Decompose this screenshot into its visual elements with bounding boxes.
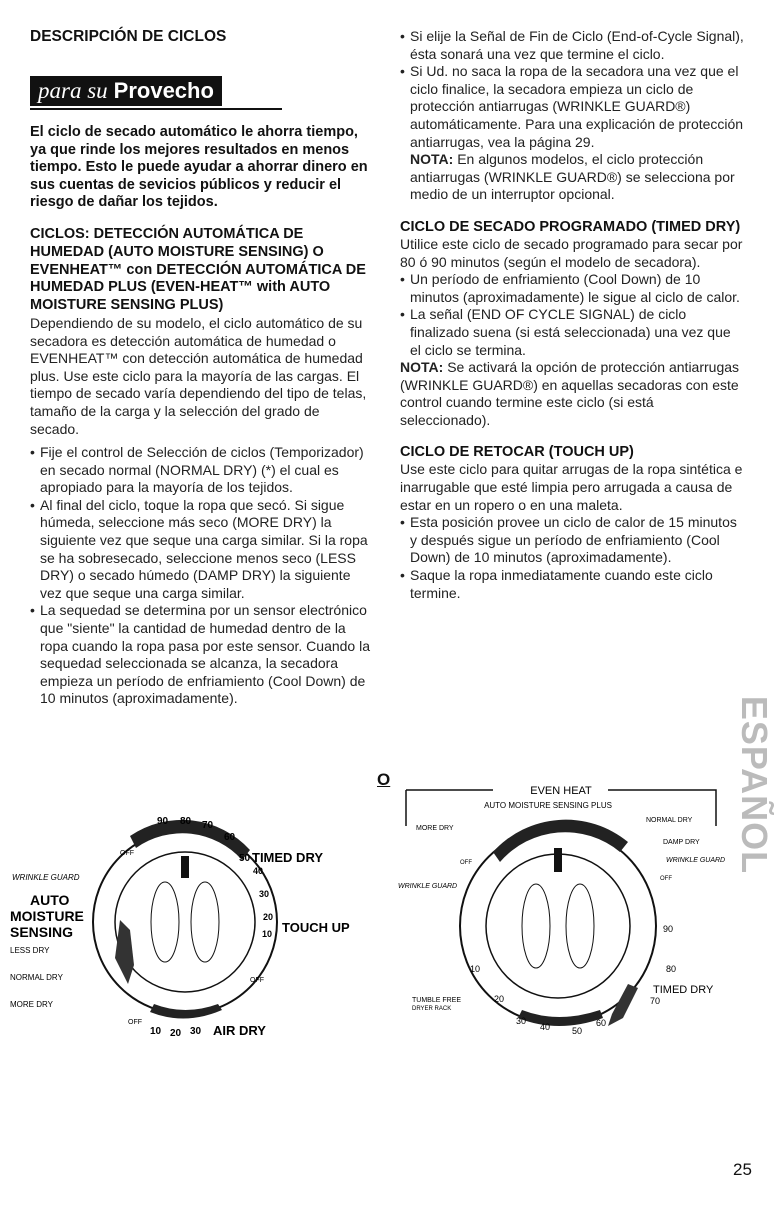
signal-bullets: [400, 28, 745, 151]
dial-auto-moisture-sensing: [10, 790, 380, 1040]
dial1-bottom-num: 10: [150, 1026, 162, 1037]
list-item: • Un período de enfriamiento (Cool Down) de 10 minutos (aproximadamente) le sigue al ciclo de calor.: [400, 271, 745, 306]
o-mark: O: [377, 770, 391, 789]
list-item: • Esta posición provee un ciclo de calor de 15 minutos y después sigue un período de enfriamiento (Cool Down) de 10 minutos (aproximadamente).: [400, 514, 745, 567]
dial2-tumble: TUMBLE FREE: [412, 997, 462, 1004]
timed-dry-paragraph: Utilice este ciclo de secado programado para secar por 80 ó 90 minutos (según el modelo de secadora).: [400, 235, 743, 270]
section-title: DESCRIPCIÓN DE CICLOS: [30, 28, 227, 45]
timed-dry-heading: CICLO DE SECADO PROGRAMADO (TIMED DRY): [400, 218, 741, 235]
dial2-wrinkle-right: WRINKLE GUARD: [666, 857, 726, 864]
timed-dry-bullets: [400, 271, 745, 359]
dial1-bottom-num: 30: [190, 1026, 202, 1037]
banner-bold: Provecho: [113, 78, 214, 103]
espanol-side-tab: [732, 695, 776, 875]
dial1-sensing: SENSING: [10, 924, 74, 940]
dial2-off-left: OFF: [460, 860, 472, 866]
dial1-touch-up: TOUCH UP: [282, 920, 350, 935]
dial1-air-dry: AIR DRY: [213, 1023, 266, 1038]
dial1-timed-dry: TIMED DRY: [252, 850, 324, 865]
dial2-num: 10: [470, 964, 481, 974]
dial1-less-dry: LESS DRY: [10, 946, 50, 955]
dial1-top-num: 90: [157, 816, 169, 827]
auto-cycle-bullets: [30, 444, 370, 708]
list-item: • Saque la ropa inmediatamente cuando este ciclo termine.: [400, 567, 745, 602]
dial2-num: 50: [572, 1026, 583, 1036]
auto-cycle-heading: CICLOS: DETECCIÓN AUTOMÁTICA DE HUMEDAD (AUTO MOISTURE SENSING) O EVENHEAT™ con DETECCIÓN AUTOMÁTICA DE HUMEDAD PLUS (EVEN-HEAT™ with AUTO MOISTURE SENSING PLUS): [30, 225, 366, 314]
note-label: NOTA:: [410, 151, 454, 168]
right-column: [400, 28, 745, 602]
auto-cycle-paragraph: Dependiendo de su modelo, el ciclo automático de su secadora es detección automática de humedad o EVENHEAT™ con detección automática de humedad plus. Use este ciclo para la mayoría de las cargas. El tiempo de secado varía dependiendo del tipo de telas, tamaño de la carga y la selección del grado de secado.: [30, 314, 367, 437]
dial2-evenheat: EVEN HEAT: [530, 785, 592, 797]
note-1: [400, 151, 745, 204]
intro-paragraph: El ciclo de secado automático le ahorra tiempo, ya que rinde los mejores resultados en menos tiempo. Esto le puede ayudar a ahorrar dinero en sus cuentas de sevicios públicos y reducir el riesgo de dañar los tejidos.: [30, 124, 368, 211]
dial1-top-num: 70: [202, 820, 214, 831]
dial1-top-num: 60: [224, 832, 236, 843]
dial2-off-right: OFF: [660, 876, 672, 882]
banner-italic: para su: [38, 78, 108, 103]
list-item: • La sequedad se determina por un sensor electrónico que "siente" la cantidad de humedad dentro de la ropa cuando la ropa pasa por este sensor. Cuando la sequedad seleccionada se alcanza, la secadora empieza un período de enfriamiento (Cool Down) de 10 minutos (aproximadamente).: [30, 602, 370, 708]
dial2-wrinkle-left: WRINKLE GUARD: [398, 883, 458, 890]
dial1-right-num: 30: [259, 889, 270, 899]
dial1-more-dry: MORE DRY: [10, 1000, 53, 1009]
list-item: • Si Ud. no saca la ropa de la secadora una vez que el ciclo finalice, la secadora empieza un ciclo de protección antiarrugas (WRINKLE GUARD®) automáticamente. Para una explicación de protección antiarrugas, vea la página 29.: [400, 63, 745, 151]
dial1-auto: AUTO: [30, 892, 70, 908]
dial2-auto-plus: AUTO MOISTURE SENSING PLUS: [484, 801, 612, 810]
touch-up-paragraph: Use este ciclo para quitar arrugas de la ropa sintética e inarrugable que esté limpia pero arrugada a causa de estar en un ropero o en una maleta.: [400, 461, 743, 513]
dial1-off-right: OFF: [250, 977, 264, 984]
banner-rule: [30, 108, 282, 110]
dial2-num: 20: [494, 994, 505, 1004]
note-2: [400, 359, 745, 429]
dial1-top-num: 50: [239, 853, 251, 864]
note-label: NOTA:: [400, 359, 444, 376]
dial2-num: 80: [666, 964, 677, 974]
note-text: En algunos modelos, el ciclo protección antiarrugas (WRINKLE GUARD®) se selecciona por medio de un interruptor opcional.: [410, 151, 735, 203]
dial2-num: 90: [663, 924, 674, 934]
dial1-top-num: 80: [180, 816, 192, 827]
side-tab-text: ESPAÑOL: [734, 695, 775, 875]
dial1-normal-dry: NORMAL DRY: [10, 973, 63, 982]
touch-up-heading: CICLO DE RETOCAR (TOUCH UP): [400, 444, 634, 461]
dial1-right-num: 40: [253, 866, 264, 876]
note-text: Se activará la opción de protección antiarrugas (WRINKLE GUARD®) en aquellas secadoras con este control cuando termine este ciclo (si está seleccionado).: [400, 359, 740, 428]
left-column: [30, 28, 370, 708]
dial1-right-num: 10: [262, 929, 273, 939]
dial2-dryer-rack: DRYER RACK: [412, 1006, 452, 1012]
dial2-num: 60: [596, 1018, 607, 1028]
dial2-more-dry: MORE DRY: [416, 825, 454, 832]
list-item: • Al final del ciclo, toque la ropa que secó. Si sigue húmeda, seleccione más seco (MORE DRY) la siguiente vez que seque una carga similar. Si la ropa se ha sobresecado, seleccione menos seco (LESS DRY) o secado húmedo (DAMP DRY) la siguiente vez que seque una carga similar.: [30, 497, 370, 603]
dial2-normal-dry: NORMAL DRY: [646, 817, 693, 824]
page-number: 25: [733, 1160, 752, 1179]
dial1-wrinkle: WRINKLE GUARD: [12, 873, 80, 882]
dial1-off-bottom: OFF: [128, 1019, 142, 1026]
dial1-right-num: 20: [263, 912, 274, 922]
list-item: • La señal (END OF CYCLE SIGNAL) de ciclo finalizado suena (si está seleccionada) una vez que el ciclo se termina.: [400, 306, 745, 359]
dial1-moisture: MOISTURE: [10, 908, 84, 924]
dial2-timed-dry: TIMED DRY: [653, 984, 714, 996]
dial1-bottom-num: 20: [170, 1028, 182, 1039]
dial2-damp-dry: DAMP DRY: [663, 839, 700, 846]
list-item: • Si elije la Señal de Fin de Ciclo (End-of-Cycle Signal), ésta sonará una vez que termine el ciclo.: [400, 28, 745, 63]
touch-up-bullets: [400, 514, 745, 602]
list-item: • Fije el control de Selección de ciclos (Temporizador) en secado normal (NORMAL DRY) (*) el cual es apropiado para la mayoría de los tejidos.: [30, 444, 370, 497]
dial-evenheat: [398, 778, 728, 1040]
dial2-num: 70: [650, 996, 661, 1006]
dial1-off: OFF: [120, 850, 134, 857]
para-su-provecho-banner: [30, 76, 222, 106]
dial2-num: 40: [540, 1022, 551, 1032]
dial2-num: 30: [516, 1016, 527, 1026]
